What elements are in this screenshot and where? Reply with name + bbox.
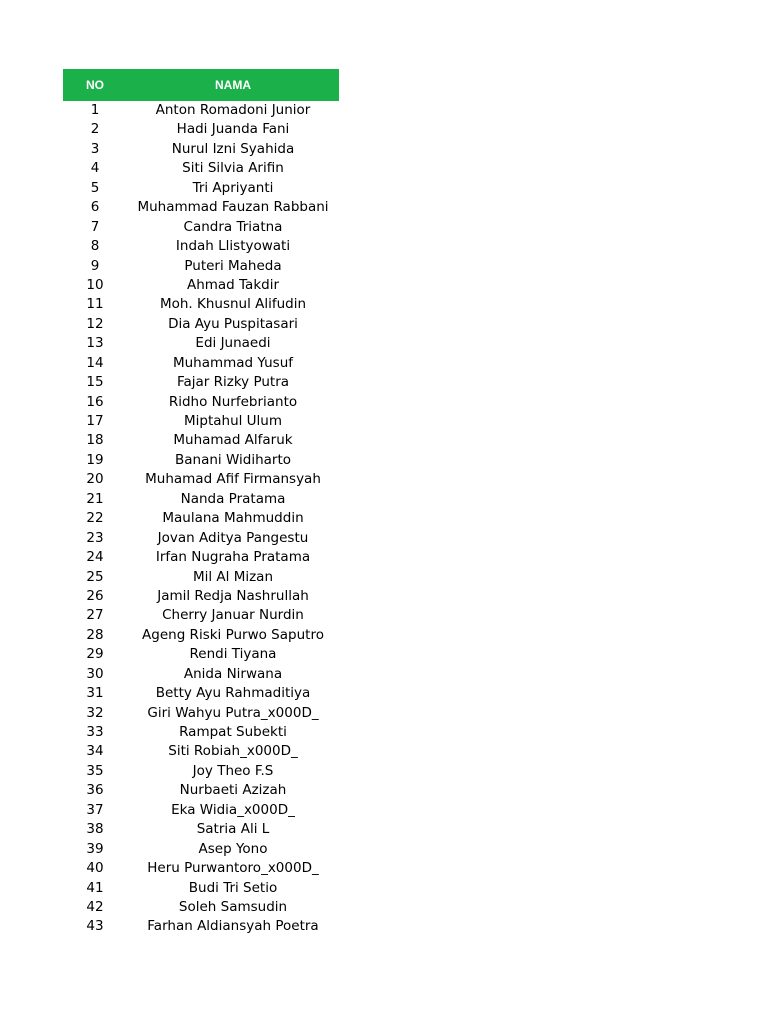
row-number: 7 — [90, 218, 100, 235]
row-number: 24 — [86, 549, 104, 566]
row-number: 37 — [86, 801, 104, 818]
table-row — [63, 490, 339, 509]
row-name: Moh. Khusnul Alifudin — [159, 296, 307, 313]
row-number: 39 — [86, 840, 104, 857]
row-number: 4 — [90, 160, 100, 177]
row-name: Candra Triatna — [183, 218, 283, 235]
row-name: Mil Al Mizan — [192, 568, 274, 585]
row-number: 34 — [86, 743, 104, 760]
table-row — [63, 315, 339, 334]
table-row — [63, 509, 339, 528]
table-row — [63, 801, 339, 820]
table-header-row — [63, 69, 339, 101]
row-name: Joy Theo F.S — [192, 762, 274, 779]
name-table — [63, 69, 339, 937]
table-row — [63, 568, 339, 587]
row-number: 14 — [86, 354, 104, 371]
row-name: Eka Widia_x000D_ — [171, 801, 295, 818]
row-number: 11 — [86, 296, 104, 313]
row-name: Hadi Juanda Fani — [176, 121, 290, 138]
row-number: 43 — [86, 918, 104, 935]
row-name: Dia Ayu Puspitasari — [168, 315, 298, 332]
table-row — [63, 334, 339, 353]
table-row — [63, 879, 339, 898]
row-number: 8 — [90, 238, 100, 255]
row-number: 18 — [86, 432, 104, 449]
row-name: Jamil Redja Nashrullah — [157, 587, 309, 604]
table-row — [63, 781, 339, 800]
row-number: 41 — [86, 879, 104, 896]
table-row — [63, 101, 339, 120]
row-name: Maulana Mahmuddin — [162, 510, 304, 527]
row-name: Nanda Pratama — [180, 490, 286, 507]
table-row — [63, 898, 339, 917]
row-number: 6 — [90, 199, 100, 216]
row-number: 40 — [86, 860, 104, 877]
row-name: Ridho Nurfebrianto — [168, 393, 298, 410]
table-row — [63, 276, 339, 295]
row-number: 42 — [86, 898, 104, 915]
row-number: 20 — [86, 471, 104, 488]
row-number: 21 — [86, 490, 104, 507]
row-number: 30 — [86, 665, 104, 682]
table-row — [63, 237, 339, 256]
table-row — [63, 684, 339, 703]
row-number: 29 — [86, 646, 104, 663]
header-nama: NAMA — [215, 78, 251, 92]
row-name: Muhamad Afif Firmansyah — [145, 471, 321, 488]
row-name: Heru Purwantoro_x000D_ — [147, 860, 319, 877]
table-row — [63, 295, 339, 314]
table-row — [63, 645, 339, 664]
table-row — [63, 917, 339, 936]
row-name: Rampat Subekti — [179, 724, 287, 740]
table-row — [63, 840, 339, 859]
row-number: 16 — [86, 393, 104, 410]
table-row — [63, 723, 339, 742]
row-name: Farhan Aldiansyah Poetra — [147, 918, 319, 935]
table-row — [63, 587, 339, 606]
table-row — [63, 704, 339, 723]
table-row — [63, 529, 339, 548]
row-name: Banani Widiharto — [174, 451, 291, 468]
row-number: 25 — [86, 568, 104, 585]
row-number: 10 — [86, 276, 104, 293]
row-number: 12 — [86, 315, 104, 332]
table-row — [63, 742, 339, 761]
row-name: Soleh Samsudin — [178, 898, 288, 915]
row-name: Nurbaeti Azizah — [179, 782, 287, 799]
row-name: Indah Llistyowati — [175, 238, 291, 255]
row-number: 26 — [86, 587, 104, 604]
row-name: Satria Ali L — [196, 821, 270, 838]
row-number: 13 — [86, 335, 104, 352]
row-name: Anida Nirwana — [183, 665, 283, 682]
row-name: Muhammad Fauzan Rabbani — [137, 199, 329, 216]
row-number: 28 — [86, 626, 104, 643]
row-name: Jovan Aditya Pangestu — [157, 529, 309, 546]
table-row — [63, 179, 339, 198]
row-name: Rendi Tiyana — [189, 646, 277, 663]
row-number: 38 — [86, 821, 104, 838]
table-row — [63, 159, 339, 178]
row-name: Tri Apriyanti — [192, 179, 274, 196]
row-number: 32 — [86, 704, 104, 721]
row-name: Ahmad Takdir — [186, 276, 280, 293]
table-body — [63, 101, 339, 937]
table-row — [63, 218, 339, 237]
row-name: Nurul Izni Syahida — [171, 140, 295, 157]
table-row — [63, 140, 339, 159]
row-number: 2 — [90, 121, 100, 138]
row-number: 23 — [86, 529, 104, 546]
row-name: Giri Wahyu Putra_x000D_ — [147, 704, 319, 721]
table-row — [63, 412, 339, 431]
row-number: 1 — [90, 102, 100, 118]
row-name: Edi Junaedi — [195, 335, 271, 352]
table-row — [63, 431, 339, 450]
row-number: 3 — [90, 140, 100, 157]
table-row — [63, 548, 339, 567]
row-number: 22 — [86, 510, 104, 527]
row-name: Puteri Maheda — [184, 257, 282, 274]
row-name: Ageng Riski Purwo Saputro — [142, 626, 324, 643]
table-row — [63, 393, 339, 412]
row-name: Fajar Rizky Putra — [176, 374, 290, 391]
row-number: 17 — [86, 413, 104, 429]
row-name: Betty Ayu Rahmaditiya — [155, 685, 311, 702]
table-row — [63, 820, 339, 839]
table-row — [63, 257, 339, 276]
row-number: 36 — [86, 782, 104, 799]
table-row — [63, 606, 339, 625]
table-row — [63, 665, 339, 684]
header-no: NO — [86, 78, 104, 92]
table-row — [63, 198, 339, 217]
row-name: Muhamad Alfaruk — [173, 432, 293, 449]
row-name: Cherry Januar Nurdin — [162, 607, 304, 624]
row-name: Siti Silvia Arifin — [182, 160, 284, 177]
row-number: 19 — [86, 451, 104, 468]
row-name: Asep Yono — [198, 840, 268, 857]
table-row — [63, 373, 339, 392]
row-name: Anton Romadoni Junior — [155, 102, 311, 118]
row-name: Irfan Nugraha Pratama — [155, 549, 311, 566]
table-row — [63, 626, 339, 645]
row-number: 31 — [86, 685, 104, 702]
row-number: 35 — [86, 762, 104, 779]
table-row — [63, 354, 339, 373]
row-number: 15 — [86, 374, 104, 391]
row-number: 5 — [90, 179, 100, 196]
row-name: Budi Tri Setio — [188, 879, 278, 896]
table-row — [63, 451, 339, 470]
row-number: 9 — [90, 257, 100, 274]
table-row — [63, 120, 339, 139]
table-row — [63, 470, 339, 489]
row-number: 27 — [86, 607, 104, 624]
row-name: Miptahul Ulum — [183, 413, 283, 429]
table-row — [63, 859, 339, 878]
row-name: Siti Robiah_x000D_ — [168, 743, 298, 760]
row-number: 33 — [86, 724, 104, 740]
table-row — [63, 762, 339, 781]
row-name: Muhammad Yusuf — [172, 354, 294, 371]
